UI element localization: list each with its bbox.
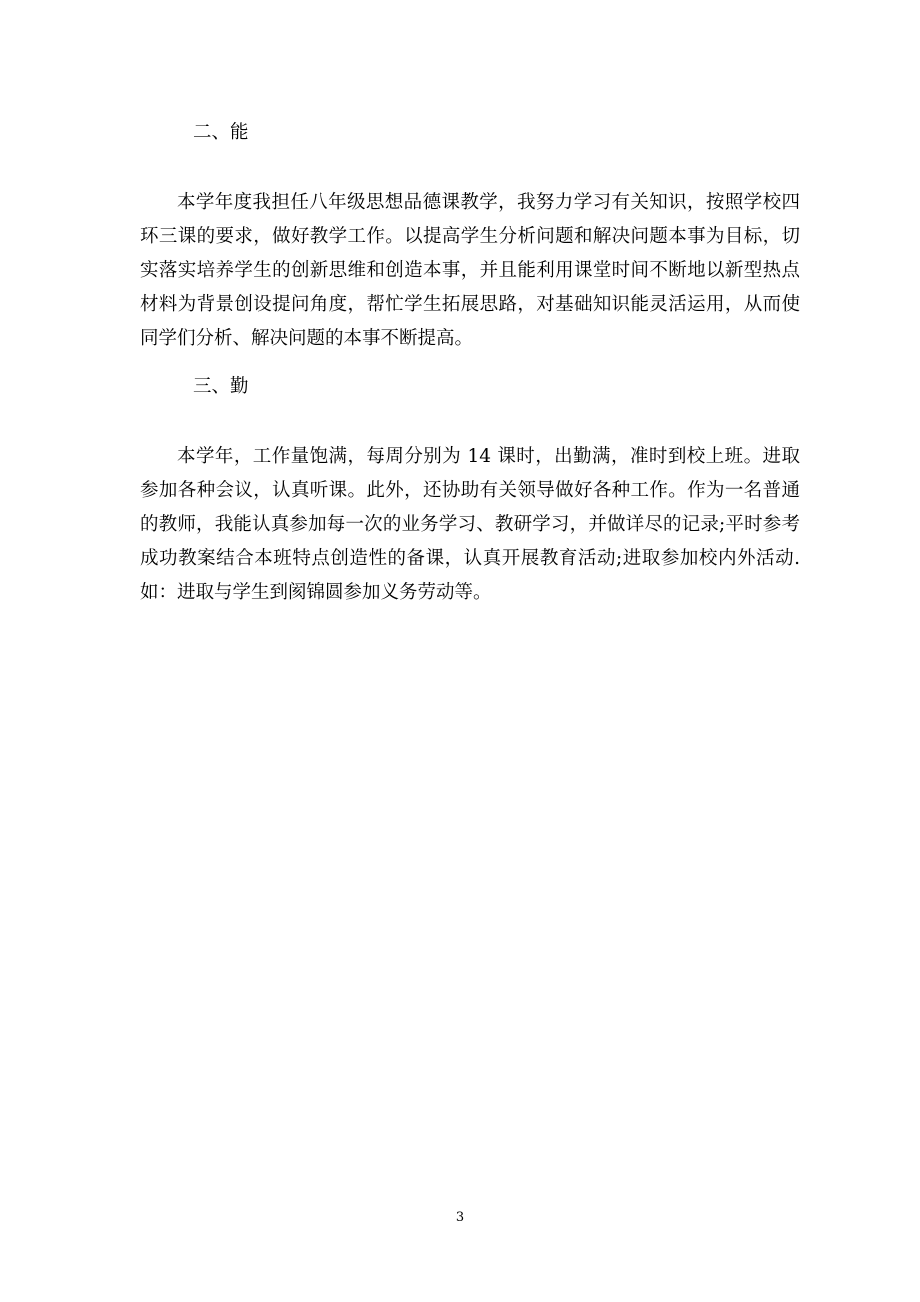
section-paragraph-neng <box>140 186 800 356</box>
page-number: 3 <box>455 1210 465 1225</box>
section-heading-neng: 二、能 <box>193 122 249 143</box>
paragraph-text: 本学年，工作量饱满，每周分别为 14 课时，出勤满，准时到校上班。进取参加各种会议，认真听课。此外，还协助有关领导做好各种工作。作为一名普通的教师，我能认真参加每一次的业务学习、教研学习，并做详尽的记录;平时参考成功教案结合本班特点创造性的备课，认真开展教育活动;进取参加校内外活动. 如：进取与学生到阂锦圆参加义务劳动等。 <box>140 446 800 603</box>
paragraph-text: 本学年度我担任八年级思想品德课教学，我努力学习有关知识，按照学校四环三课的要求，做好教学工作。以提高学生分析问题和解决问题本事为目标，切实落实培养学生的创新思维和创造本事，并且能利用课堂时间不断地以新型热点材料为背景创设提问角度，帮忙学生拓展思路，对基础知识能灵活运用，从而使同学们分析、解决问题的本事不断提高。 <box>140 192 800 349</box>
section-paragraph-qin <box>140 440 800 610</box>
section-heading-qin: 三、勤 <box>193 376 249 397</box>
